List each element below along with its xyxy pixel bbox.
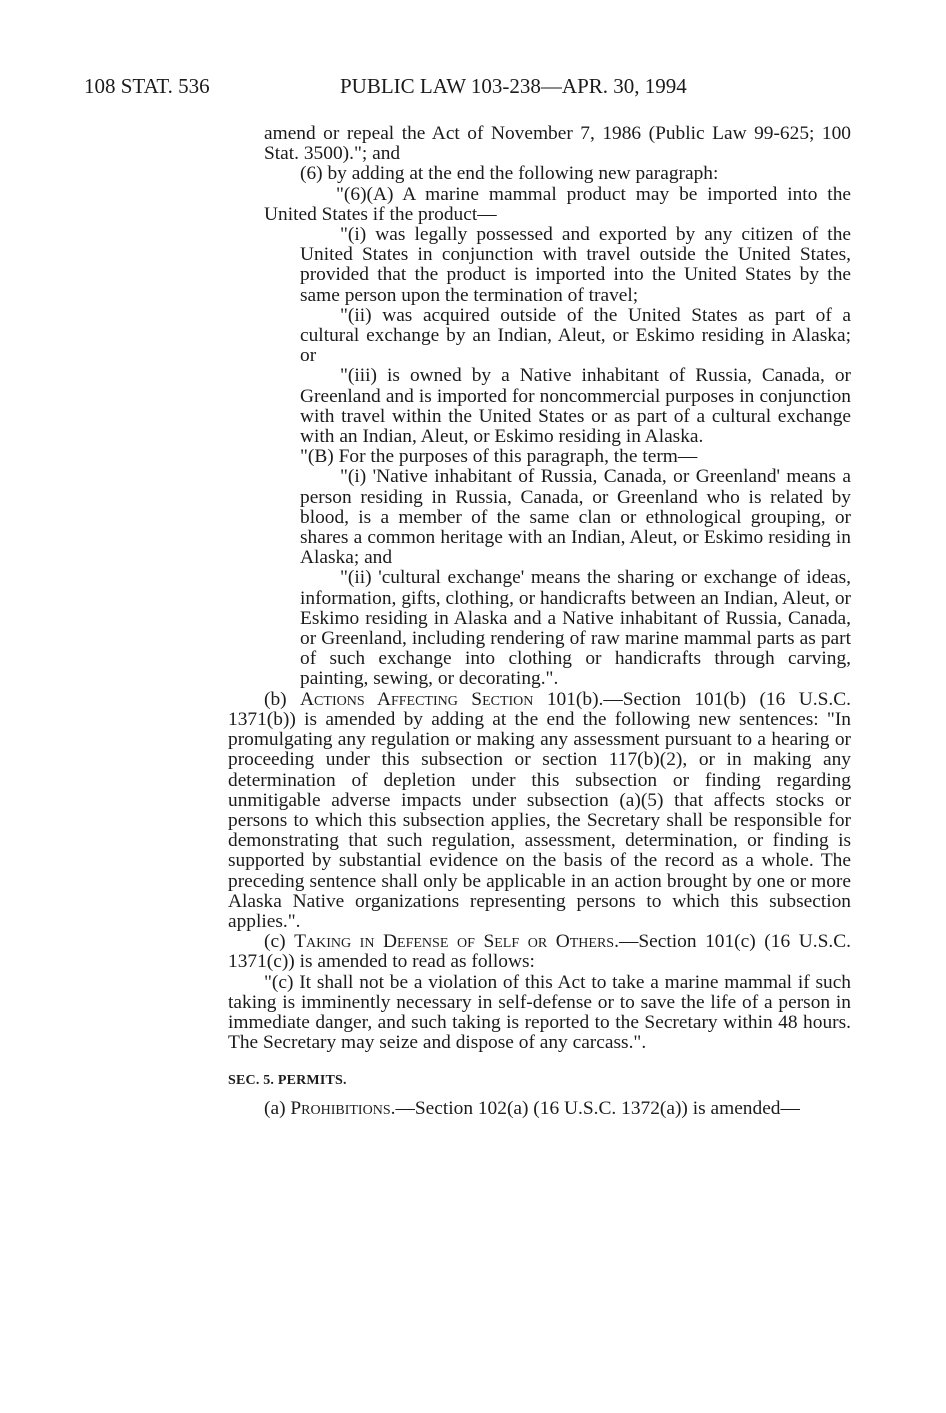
subsection-heading: Taking in Defense of Self or Others: [294, 931, 615, 953]
subsection-label: (b): [264, 688, 301, 710]
subsection-label: (c): [264, 931, 295, 953]
section-heading: SEC. 5. PERMITS.: [228, 1073, 347, 1089]
subsection-text: .—Section 102(a) (16 U.S.C. 1372(a)) is amended—: [390, 1097, 800, 1119]
paragraph: "(ii) 'cultural exchange' means the sharing or exchange of ideas, information, gifts, clothing, or handicrafts between an Indian, Aleut, or Eskimo residing in Alaska and a Native inhabitant of Russia, Canada, or Greenland, including rendering of raw marine mammal parts as part of such exchange into clothing or handicrafts through carving, painting, sewing, or decorating.".: [300, 567, 851, 690]
paragraph: "(B) For the purposes of this paragraph, the term—: [300, 446, 698, 468]
subsection-text: 101(b).—Section 101(b) (16 U.S.C. 1371(b)) is amended by adding at the end the following new sentences: "In promulgating any regulation or making any assessment pursuant to a hearing or proceeding under this subsection or section 117(b)(2), or in making any determination of depletion under this subsection or finding regarding unmitigable adverse impacts under subsection (a)(5) that affects stocks or persons to which this subsection applies, the Secretary shall be responsible for demonstrating that such regulation, assessment, determination, or finding is supported by substantial evidence on the basis of the record as a whole. The preceding sentence shall only be applicable in an action brought by one or more Alaska Native organizations representing persons to which this subsection applies.".: [228, 688, 852, 932]
subsection-c: [228, 932, 851, 972]
running-header: [84, 74, 774, 104]
document-body: [228, 124, 851, 1119]
subsection-b: [228, 690, 851, 932]
paragraph: "(i) was legally possessed and exported by any citizen of the United States in conjunction with travel outside the United States, provided that the product is imported into the United States by the same person upon the termination of travel;: [300, 224, 851, 306]
subsection-heading: Actions Affecting Section: [300, 688, 534, 710]
subsection-heading: Prohibitions: [290, 1097, 391, 1119]
paragraph: "(c) It shall not be a violation of this Act to take a marine mammal if such taking is imminently necessary in self-defense or to save the life of a person in immediate danger, and such taking is reported to the Secretary within 48 hours. The Secretary may seize and dispose of any carcass.".: [228, 971, 851, 1054]
law-title: PUBLIC LAW 103-238—APR. 30, 1994: [340, 74, 687, 98]
paragraph: "(i) 'Native inhabitant of Russia, Canada, or Greenland' means a person residing in Russia, Canada, or Greenland who is related by blood, is a member of the same clan or ethnological grouping, or shares a common heritage with an Indian, Aleut, or Eskimo residing in Alaska; and: [300, 466, 851, 569]
paragraph: amend or repeal the Act of November 7, 1986 (Public Law 99-625; 100 Stat. 3500)."; and: [264, 123, 851, 165]
subsection-label: (a): [264, 1097, 291, 1119]
subsection-a: [228, 1099, 851, 1119]
paragraph: "(6)(A) A marine mammal product may be imported into the United States if the product—: [264, 183, 851, 225]
paragraph: (6) by adding at the end the following new paragraph:: [300, 163, 719, 185]
statute-reference: 108 STAT. 536: [84, 74, 210, 98]
paragraph: "(ii) was acquired outside of the United States as part of a cultural exchange by an Indian, Aleut, or Eskimo residing in Alaska; or: [300, 304, 851, 367]
paragraph: "(iii) is owned by a Native inhabitant of Russia, Canada, or Greenland and is imported for noncommercial purposes in conjunction with travel within the United States or as part of a cultural exchange with an Indian, Aleut, or Eskimo residing in Alaska.: [300, 365, 851, 448]
subsection-text: .—Section 101(c) (16 U.S.C. 1371(c)) is amended to read as follows:: [228, 931, 852, 973]
